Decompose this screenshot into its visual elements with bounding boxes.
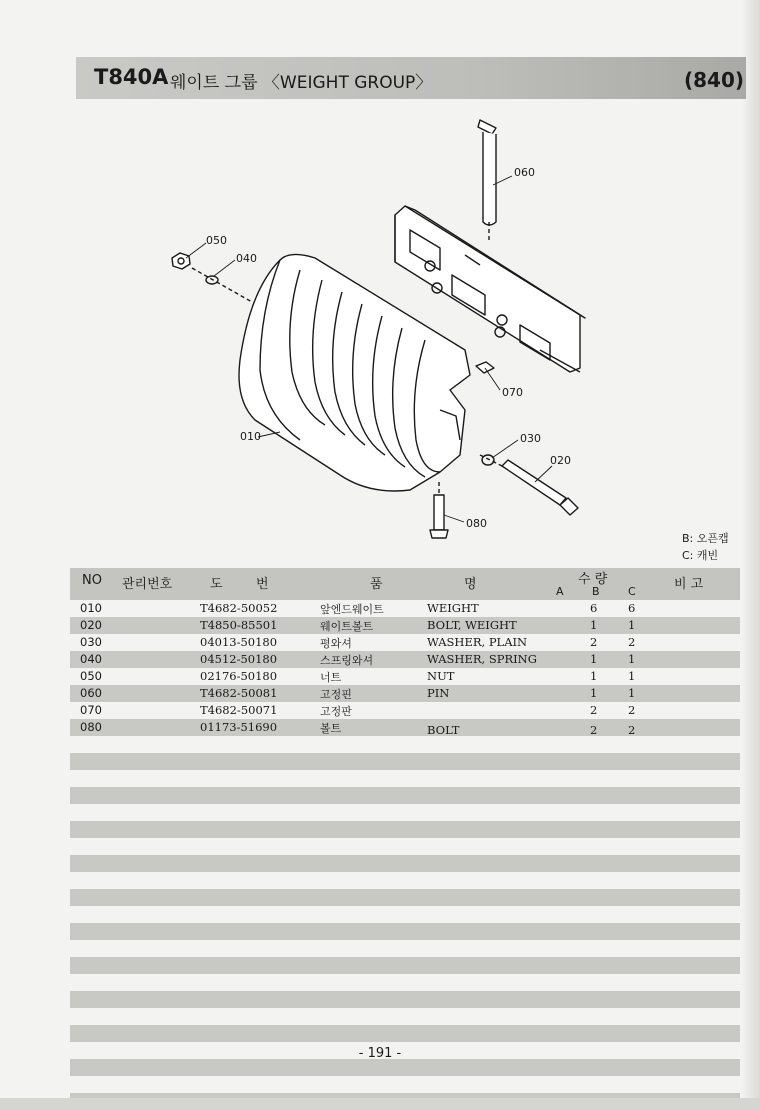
table-row: 020 T4850-85501 웨이트볼트 BOLT, WEIGHT 1 1 (70, 617, 740, 634)
table-row: 050 02176-50180 너트 NUT 1 1 (80, 669, 636, 684)
empty-row (70, 838, 740, 855)
empty-row (70, 821, 740, 838)
empty-row (70, 889, 740, 906)
callout-020: 020 (550, 454, 571, 467)
empty-row (70, 1076, 740, 1093)
header-remarks: 비 고 (674, 577, 704, 592)
header-myeong: 명 (464, 577, 477, 592)
table-row: 070 T4682-50071 고정판 2 2 (80, 703, 636, 718)
callout-060: 060 (514, 166, 535, 179)
exploded-parts-diagram (140, 110, 740, 560)
empty-row (70, 940, 740, 957)
weight-stack-010 (239, 254, 470, 491)
empty-row (70, 923, 740, 940)
callout-050: 050 (206, 234, 227, 247)
header-mgmt-number: 관리번호 (122, 577, 173, 592)
empty-row (70, 804, 740, 821)
callout-070: 070 (502, 386, 523, 399)
page-number: - 191 - (358, 1046, 402, 1061)
callout-030: 030 (520, 432, 541, 445)
empty-row (70, 770, 740, 787)
legend-open-cab: B: 오픈캡 (682, 532, 729, 545)
section-number: (840) (684, 68, 745, 92)
header-quantity: 수 량 (578, 572, 608, 587)
pin-060 (478, 120, 496, 240)
washer-030 (482, 455, 494, 465)
legend-cabin: C: 캐빈 (682, 549, 719, 562)
empty-row (70, 1059, 740, 1076)
empty-row (70, 991, 740, 1008)
empty-row (70, 974, 740, 991)
clip-070 (476, 362, 494, 373)
empty-row (70, 872, 740, 889)
model-label: T840A (94, 65, 169, 89)
table-row: 060 T4682-50081 고정핀 PIN 1 1 (70, 685, 740, 702)
header-qty-a: A (556, 585, 564, 598)
parts-table (70, 568, 740, 1110)
page-title: 웨이트 그룹 〈WEIGHT GROUP〉 (170, 73, 433, 93)
empty-row (70, 787, 740, 804)
callout-080: 080 (466, 517, 487, 530)
empty-row (70, 855, 740, 872)
page-edge-shadow (742, 0, 760, 1110)
header-beon: 번 (256, 577, 269, 592)
bottom-scan-edge (0, 1098, 760, 1110)
callout-010: 010 (240, 430, 261, 443)
header-qty-b: B (592, 585, 600, 598)
table-row: 080 01173-51690 볼트 BOLT 2 2 (70, 719, 740, 736)
header-qty-c: C (628, 585, 636, 598)
table-header (70, 568, 740, 600)
header-pum: 품 (370, 577, 383, 592)
table-row: 040 04512-50180 스프링와셔 WASHER, SPRING 1 1 (70, 651, 740, 668)
empty-row (70, 1008, 740, 1025)
callout-040: 040 (236, 252, 257, 265)
empty-row (70, 957, 740, 974)
header-do: 도 (210, 577, 223, 592)
table-row: 010 T4682-50052 앞엔드웨이트 WEIGHT 6 6 (80, 601, 636, 616)
empty-row (70, 906, 740, 923)
bolt-080 (430, 482, 448, 538)
header-no: NO (82, 573, 102, 588)
empty-row (70, 1025, 740, 1042)
empty-row (70, 753, 740, 770)
empty-row (70, 736, 740, 753)
table-row: 030 04013-50180 평와셔 WASHER, PLAIN 2 2 (80, 635, 636, 650)
